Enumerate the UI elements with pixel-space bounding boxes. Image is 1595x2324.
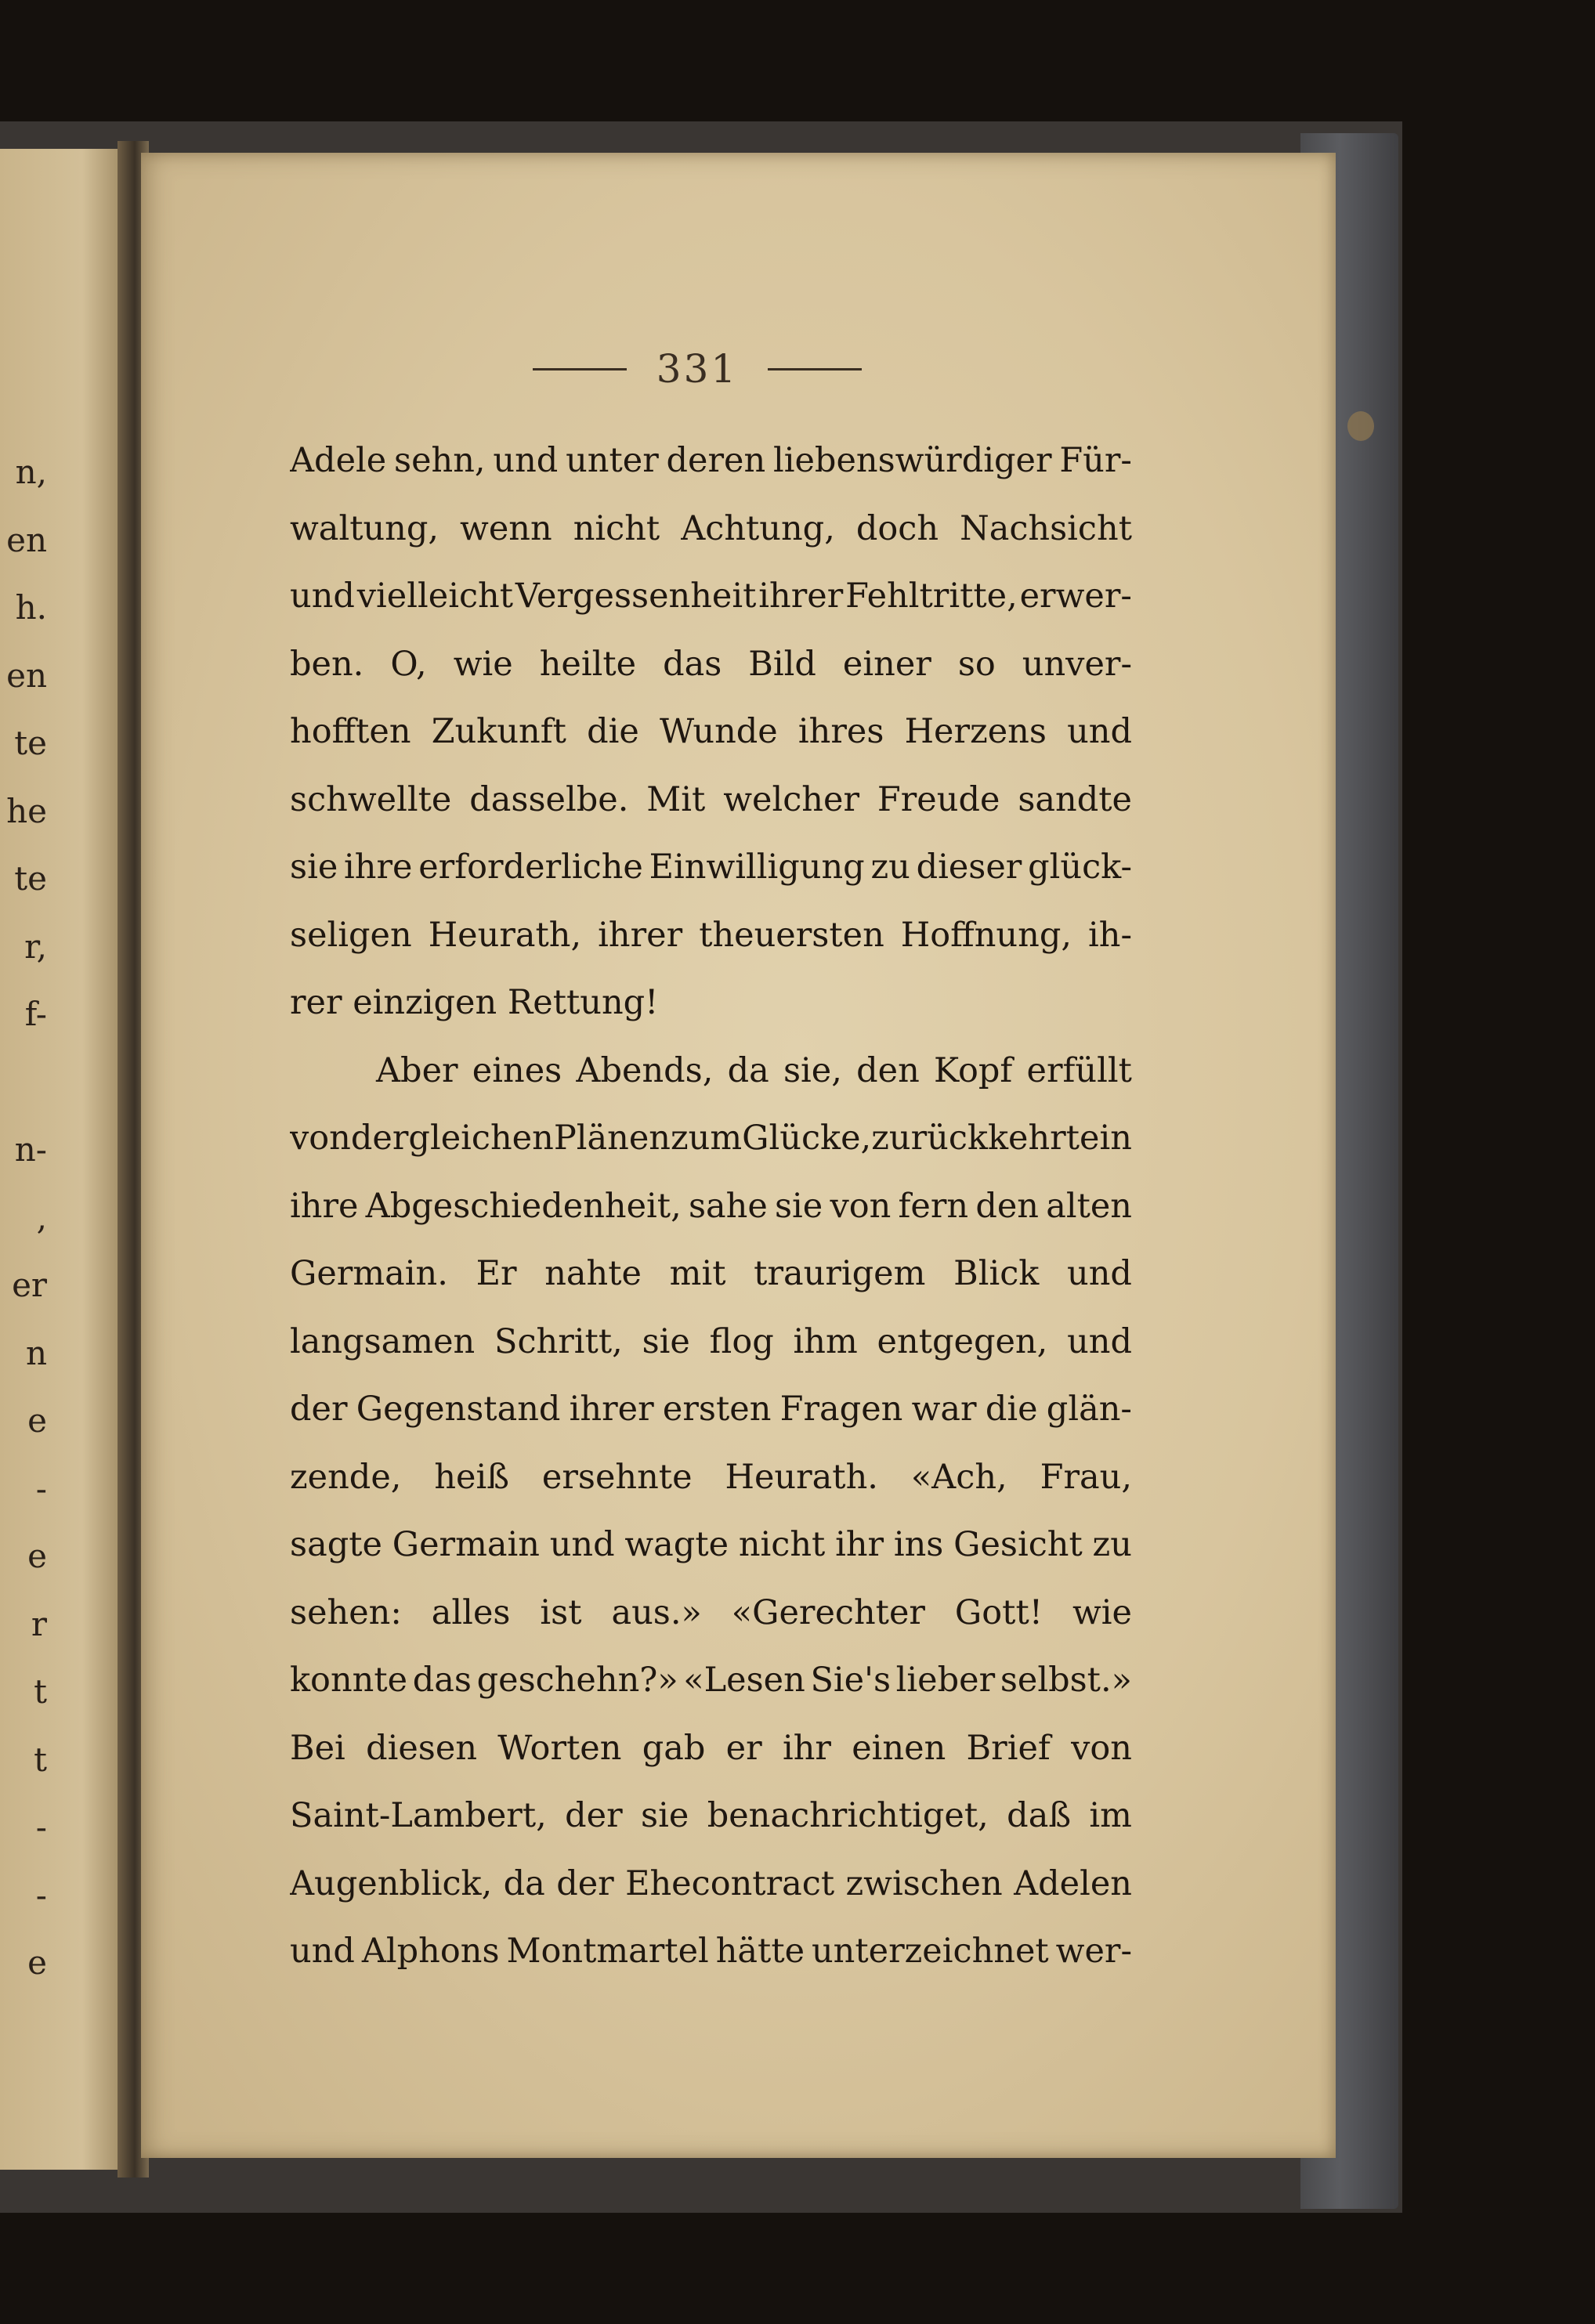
- text-line: schwellte dasselbe. Mit welcher Freude sandte: [290, 779, 1132, 819]
- text-line: Augenblick, da der Ehecontract zwischen Adelen: [290, 1863, 1132, 1903]
- facing-line: r,: [24, 927, 47, 966]
- text-line: langsamen Schritt, sie flog ihm entgegen, und: [290, 1321, 1132, 1361]
- header-rule-left: [533, 368, 627, 370]
- facing-line: en: [6, 520, 47, 559]
- facing-line: e: [27, 1401, 47, 1440]
- facing-line: [0, 1049, 47, 1117]
- text-line: von dergleichen Plänen zum Glücke, zurückkehrte in: [290, 1119, 1132, 1158]
- page-header: [517, 342, 877, 396]
- text-line: konnte das geschehn?» «Lesen Sie's lieber selbst.»: [290, 1661, 1132, 1700]
- text-line: Bei diesen Worten gab er ihr einen Brief von: [290, 1728, 1132, 1768]
- facing-line: te: [14, 859, 47, 898]
- facing-line: -: [35, 1808, 47, 1846]
- text-line: waltung, wenn nicht Achtung, doch Nachsicht: [290, 508, 1132, 548]
- facing-line: r: [31, 1604, 47, 1643]
- page-number: 331: [656, 346, 739, 392]
- facing-line: en: [6, 656, 47, 695]
- text-line: und vielleicht Vergessenheit ihrer Fehltritte, erwer-: [290, 576, 1132, 616]
- text-line: sie ihre erforderliche Einwilligung zu dieser glück-: [290, 848, 1132, 887]
- text-line: hofften Zukunft die Wunde ihres Herzens und: [290, 712, 1132, 751]
- text-line: und Alphons Montmartel hätte unterzeichnet wer-: [290, 1932, 1132, 1971]
- text-line: ben. O, wie heilte das Bild einer so unver-: [290, 644, 1132, 684]
- facing-page-text: [0, 439, 47, 1997]
- text-line: sagte Germain und wagte nicht ihr ins Gesicht zu: [290, 1525, 1132, 1564]
- text-line: sehen: alles ist aus.» «Gerechter Gott! wie: [290, 1592, 1132, 1632]
- facing-line: er: [12, 1266, 47, 1304]
- text-line: der Gegenstand ihrer ersten Fragen war die glän-: [290, 1390, 1132, 1429]
- facing-line: te: [14, 724, 47, 762]
- facing-line: e: [27, 1537, 47, 1575]
- facing-line: n: [25, 1333, 47, 1372]
- text-line: Adele sehn, und unter deren liebenswürdiger Für-: [290, 441, 1132, 480]
- text-line: seligen Heurath, ihrer theuersten Hoffnung, ih-: [290, 915, 1132, 955]
- facing-line: ,: [36, 1198, 47, 1237]
- facing-line: n-: [14, 1130, 47, 1169]
- page-body-text: [290, 427, 1132, 1986]
- facing-line: h.: [15, 588, 47, 627]
- text-line: rer einzigen Rettung!: [290, 983, 659, 1022]
- text-line: Germain. Er nahte mit traurigem Blick und: [290, 1254, 1132, 1293]
- header-rule-right: [768, 368, 862, 370]
- text-line: ihre Abgeschiedenheit, sahe sie von fern den alten: [290, 1186, 1132, 1226]
- text-line: Saint-Lambert, der sie benachrichtiget, daß im: [290, 1796, 1132, 1835]
- facing-line: t: [34, 1740, 47, 1779]
- text-line: zende, heiß ersehnte Heurath. «Ach, Frau,: [290, 1457, 1132, 1497]
- facing-line: -: [35, 1469, 47, 1508]
- paper-stain: [1347, 411, 1374, 441]
- facing-line: e: [27, 1943, 47, 1982]
- facing-line: n,: [15, 453, 47, 491]
- facing-line: he: [6, 791, 47, 830]
- facing-line: f-: [24, 995, 47, 1033]
- text-line: Aber eines Abends, da sie, den Kopf erfüllt: [376, 1050, 1132, 1090]
- facing-line: t: [34, 1672, 47, 1711]
- facing-line: -: [35, 1875, 47, 1914]
